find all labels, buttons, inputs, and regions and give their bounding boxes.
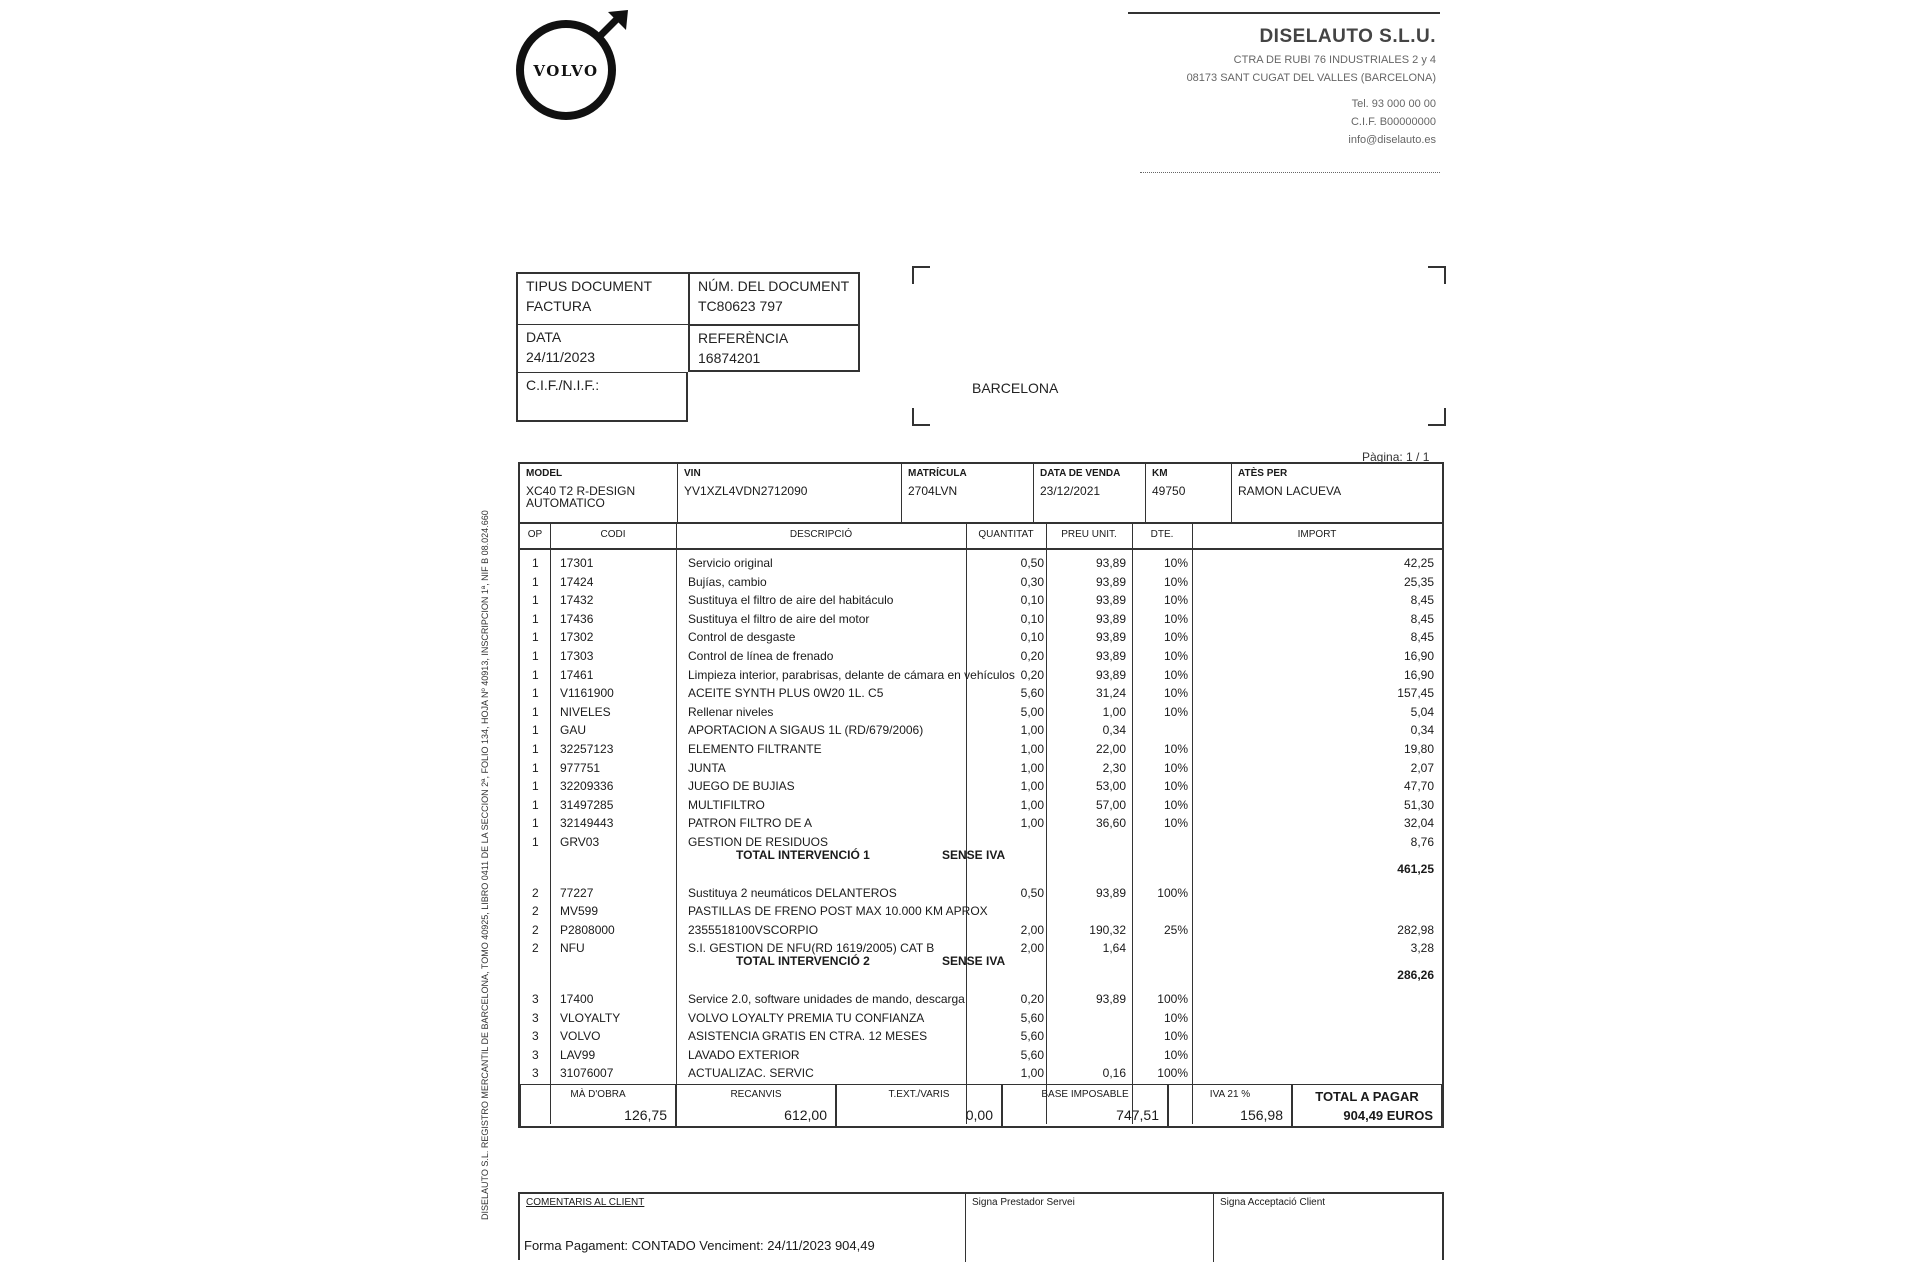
cell-desc: PASTILLAS DE FRENO POST MAX 10.000 KM APROX bbox=[688, 904, 988, 919]
labour-total bbox=[520, 1084, 676, 1128]
cell-qty: 1,00 bbox=[1020, 797, 1044, 812]
doc-date-label: DATA bbox=[526, 329, 562, 345]
cell-pu: 22,00 bbox=[1095, 742, 1126, 756]
grand-total-label: TOTAL A PAGAR bbox=[1315, 1089, 1419, 1104]
cell-desc: ACTUALIZAC. SERVIC bbox=[688, 1066, 814, 1081]
cell-dte: 25% bbox=[1163, 922, 1188, 937]
client-signature-box bbox=[1214, 1194, 1442, 1262]
cell-imp: 51,30 bbox=[1403, 797, 1434, 812]
cell-codi: 17301 bbox=[560, 556, 594, 570]
cell-desc: Service 2.0, software unidades de mando, descarga bbox=[688, 992, 965, 1006]
doc-type-label: TIPUS DOCUMENT bbox=[526, 278, 652, 294]
cell-dte: 10% bbox=[1163, 742, 1188, 756]
doc-cif-cell bbox=[516, 372, 688, 422]
cell-dte: 10% bbox=[1163, 1029, 1188, 1044]
company-address-1: CTRA DE RUBI 76 INDUSTRIALES 2 y 4 bbox=[1233, 54, 1436, 66]
cell-qty: 0,10 bbox=[1020, 611, 1044, 626]
table-row bbox=[520, 591, 1442, 609]
cell-dte: 10% bbox=[1163, 593, 1188, 608]
cell-op: 1 bbox=[532, 593, 539, 608]
cell-pu: 53,00 bbox=[1095, 779, 1126, 794]
table-row bbox=[520, 921, 1442, 939]
cell-dte: 100% bbox=[1157, 992, 1188, 1006]
cell-pu: 31,24 bbox=[1095, 686, 1126, 701]
table-row bbox=[520, 777, 1442, 795]
intervention-vat-note: SENSE IVA bbox=[942, 954, 1006, 968]
cell-qty: 1,00 bbox=[1020, 779, 1044, 794]
comments-box bbox=[520, 1194, 966, 1262]
cell-desc: GESTION DE RESIDUOS bbox=[688, 835, 829, 849]
doc-date-cell bbox=[516, 324, 688, 372]
cell-imp: 25,35 bbox=[1403, 574, 1434, 589]
cell-imp: 157,45 bbox=[1397, 686, 1434, 701]
cell-desc: Sustituya el filtro de aire del habitáculo bbox=[688, 593, 894, 608]
cell-imp: 8,45 bbox=[1410, 593, 1434, 608]
company-header bbox=[1128, 12, 1440, 182]
model-cell bbox=[520, 464, 678, 522]
invoice-table bbox=[518, 462, 1444, 1128]
cell-desc: VOLVO LOYALTY PREMIA TU CONFIANZA bbox=[688, 1010, 925, 1025]
cell-dte: 10% bbox=[1163, 686, 1188, 701]
table-row bbox=[520, 684, 1442, 702]
cell-desc: S.I. GESTION DE NFU(RD 1619/2005) CAT B bbox=[688, 941, 935, 956]
cell-desc: Control de línea de frenado bbox=[688, 649, 834, 663]
cell-pu: 0,34 bbox=[1102, 723, 1126, 738]
provider-signature-label: Signa Prestador Servei bbox=[972, 1197, 1075, 1208]
cell-op: 1 bbox=[532, 704, 539, 719]
cell-desc: Rellenar niveles bbox=[688, 704, 774, 719]
attended-by-label: ATÈS PER bbox=[1238, 468, 1288, 479]
cell-desc: Sustituya el filtro de aire del motor bbox=[688, 611, 870, 626]
cell-pu: 93,89 bbox=[1095, 667, 1126, 682]
cell-codi: V1161900 bbox=[560, 686, 614, 701]
corner-mark bbox=[912, 408, 930, 426]
client-signature-label: Signa Acceptació Client bbox=[1220, 1197, 1326, 1208]
doc-reference-value: 16874201 bbox=[698, 350, 761, 366]
cell-dte: 10% bbox=[1163, 1047, 1188, 1062]
intervention-total-value: 286,26 bbox=[1397, 968, 1434, 982]
doc-type-value: FACTURA bbox=[526, 298, 592, 314]
cell-codi: 32257123 bbox=[560, 742, 614, 756]
table-row bbox=[520, 573, 1442, 591]
cell-qty: 0,20 bbox=[1020, 667, 1044, 682]
extras-label: T.EXT./VARIS bbox=[888, 1089, 950, 1100]
table-row bbox=[520, 740, 1442, 758]
table-row bbox=[520, 902, 1442, 920]
cell-codi: 17461 bbox=[560, 667, 594, 682]
registry-side-text: DISELAUTO S.L. REGISTRO MERCANTIL DE BARCELONA, TOMO 40925, LIBRO 0411 DE LA SECCION 2ª, FOLIO 134, HOJA Nº 40913, INSCRIPCION 1ª, NIF B 08.024.660 bbox=[480, 510, 490, 1220]
cell-desc: MULTIFILTRO bbox=[688, 797, 765, 812]
cell-imp: 282,98 bbox=[1397, 922, 1434, 937]
doc-number-cell bbox=[688, 272, 860, 324]
cell-op: 3 bbox=[532, 1010, 539, 1025]
cell-codi: P2808000 bbox=[560, 922, 615, 937]
extras-value: 0,00 bbox=[965, 1107, 993, 1123]
cell-imp: 19,80 bbox=[1403, 742, 1434, 756]
cell-dte: 10% bbox=[1163, 816, 1188, 831]
cell-qty: 1,00 bbox=[1020, 742, 1044, 756]
cell-pu: 93,89 bbox=[1095, 574, 1126, 589]
company-phone: Tel. 93 000 00 00 bbox=[1351, 98, 1436, 110]
cell-op: 2 bbox=[532, 922, 539, 937]
cell-dte: 10% bbox=[1163, 649, 1188, 663]
cell-codi: 977751 bbox=[560, 760, 601, 775]
table-row bbox=[520, 796, 1442, 814]
intervention-total bbox=[520, 954, 1442, 982]
cell-qty: 5,60 bbox=[1020, 1010, 1044, 1025]
extras-total bbox=[836, 1084, 1002, 1128]
cell-dte: 100% bbox=[1157, 1066, 1188, 1081]
cell-op: 1 bbox=[532, 723, 539, 738]
cell-dte: 10% bbox=[1163, 704, 1188, 719]
cell-codi: GAU bbox=[560, 723, 587, 738]
cell-qty: 0,50 bbox=[1020, 885, 1044, 900]
labour-label: MÀ D'OBRA bbox=[570, 1089, 626, 1100]
cell-dte: 100% bbox=[1157, 885, 1188, 900]
cell-codi: NFU bbox=[560, 941, 585, 956]
cell-qty: 0,20 bbox=[1020, 649, 1044, 663]
cell-qty: 1,00 bbox=[1020, 1066, 1044, 1081]
cell-imp: 5,04 bbox=[1410, 704, 1434, 719]
col-import: IMPORT bbox=[1297, 529, 1337, 540]
cell-codi: 32149443 bbox=[560, 816, 614, 831]
km-cell bbox=[1146, 464, 1232, 522]
comments-label: COMENTARIS AL CLIENT bbox=[526, 1197, 645, 1208]
cell-imp: 32,04 bbox=[1403, 816, 1434, 831]
cell-dte: 10% bbox=[1163, 556, 1188, 570]
column-header-row bbox=[520, 524, 1442, 550]
cell-qty: 1,00 bbox=[1020, 816, 1044, 831]
cell-dte: 10% bbox=[1163, 1010, 1188, 1025]
col-preu: PREU UNIT. bbox=[1061, 529, 1117, 540]
attended-by-value: RAMON LACUEVA bbox=[1238, 484, 1342, 498]
cell-op: 2 bbox=[532, 885, 539, 900]
cell-imp: 8,45 bbox=[1410, 611, 1434, 626]
cell-qty: 5,00 bbox=[1020, 704, 1044, 719]
cell-codi: 31497285 bbox=[560, 797, 614, 812]
cell-desc: PATRON FILTRO DE A bbox=[688, 816, 813, 831]
cell-op: 1 bbox=[532, 760, 539, 775]
col-dte: DTE. bbox=[1150, 529, 1174, 540]
tax-base-total bbox=[1002, 1084, 1168, 1128]
cell-op: 3 bbox=[532, 992, 539, 1006]
cell-imp: 3,28 bbox=[1410, 941, 1434, 956]
company-address-2: 08173 SANT CUGAT DEL VALLES (BARCELONA) bbox=[1186, 72, 1436, 84]
header-dotted-rule bbox=[1140, 172, 1440, 173]
cell-qty: 1,00 bbox=[1020, 723, 1044, 738]
cell-desc: Servicio original bbox=[688, 556, 773, 570]
cell-pu: 0,16 bbox=[1102, 1066, 1126, 1081]
cell-qty: 5,60 bbox=[1020, 1047, 1044, 1062]
cell-dte: 10% bbox=[1163, 667, 1188, 682]
header-rule bbox=[1128, 12, 1440, 14]
labour-value: 126,75 bbox=[624, 1107, 667, 1123]
parts-label: RECANVIS bbox=[730, 1089, 782, 1100]
cell-pu: 93,89 bbox=[1095, 630, 1126, 645]
cell-dte: 10% bbox=[1163, 760, 1188, 775]
volvo-logo bbox=[512, 8, 632, 123]
cell-dte: 10% bbox=[1163, 797, 1188, 812]
vin-value: YV1XZL4VDN2712090 bbox=[684, 484, 808, 498]
cell-desc: Bujías, cambio bbox=[688, 574, 767, 589]
cell-codi: 31076007 bbox=[560, 1066, 614, 1081]
cell-codi: VLOYALTY bbox=[560, 1010, 621, 1025]
tax-base-value: 747,51 bbox=[1116, 1107, 1159, 1123]
col-codi: CODI bbox=[600, 529, 626, 540]
page-number: Pàgina: 1 / 1 bbox=[1362, 450, 1430, 464]
cell-desc: JUNTA bbox=[688, 760, 726, 775]
cell-op: 1 bbox=[532, 779, 539, 794]
cell-qty: 0,20 bbox=[1020, 992, 1044, 1006]
cell-dte: 10% bbox=[1163, 630, 1188, 645]
matricula-label: MATRÍCULA bbox=[908, 468, 967, 479]
col-quantitat: QUANTITAT bbox=[978, 529, 1034, 540]
cell-codi: MV599 bbox=[560, 904, 599, 919]
cell-op: 1 bbox=[532, 816, 539, 831]
cell-codi: 77227 bbox=[560, 885, 594, 900]
cell-imp: 0,34 bbox=[1410, 723, 1434, 738]
client-city: BARCELONA bbox=[972, 380, 1059, 396]
cell-op: 1 bbox=[532, 630, 539, 645]
corner-mark bbox=[1428, 408, 1446, 426]
sale-date-cell bbox=[1034, 464, 1146, 522]
cell-op: 1 bbox=[532, 611, 539, 626]
cell-pu: 1,00 bbox=[1102, 704, 1126, 719]
table-row bbox=[520, 1009, 1442, 1027]
logo-text: VOLVO bbox=[533, 62, 599, 80]
tax-base-label: BASE IMPOSABLE bbox=[1041, 1089, 1129, 1100]
cell-codi: 17302 bbox=[560, 630, 594, 645]
cell-dte: 10% bbox=[1163, 779, 1188, 794]
grand-total-value: 904,49 EUROS bbox=[1343, 1108, 1433, 1123]
vehicle-header bbox=[520, 464, 1442, 524]
company-email: info@diselauto.es bbox=[1348, 134, 1436, 146]
cell-pu: 57,00 bbox=[1095, 797, 1126, 812]
vat-value: 156,98 bbox=[1240, 1107, 1283, 1123]
vat-label: IVA 21 % bbox=[1209, 1089, 1251, 1100]
cell-qty: 0,50 bbox=[1020, 556, 1044, 570]
cell-pu: 93,89 bbox=[1095, 593, 1126, 608]
table-row bbox=[520, 814, 1442, 832]
cell-desc: APORTACION A SIGAUS 1L (RD/679/2006) bbox=[688, 723, 924, 738]
cell-op: 2 bbox=[532, 904, 539, 919]
payment-terms: Forma Pagament: CONTADO Venciment: 24/11/2023 904,49 bbox=[524, 1238, 875, 1253]
intervention-vat-note: SENSE IVA bbox=[942, 847, 1006, 862]
table-row bbox=[520, 1027, 1442, 1045]
sale-date-label: DATA DE VENDA bbox=[1040, 468, 1121, 479]
cell-imp: 8,45 bbox=[1410, 630, 1434, 645]
cell-op: 3 bbox=[532, 1029, 539, 1044]
cell-codi: NIVELES bbox=[560, 704, 611, 719]
cell-qty: 0,10 bbox=[1020, 630, 1044, 645]
km-value: 49750 bbox=[1152, 484, 1186, 498]
cell-op: 1 bbox=[532, 667, 539, 682]
corner-mark bbox=[1428, 266, 1446, 284]
cell-qty: 0,10 bbox=[1020, 593, 1044, 608]
cell-pu: 2,30 bbox=[1102, 760, 1126, 775]
cell-imp: 8,76 bbox=[1410, 835, 1434, 849]
grand-total bbox=[1292, 1084, 1442, 1128]
cell-desc: LAVADO EXTERIOR bbox=[688, 1047, 800, 1062]
parts-value: 612,00 bbox=[784, 1107, 827, 1123]
cell-op: 3 bbox=[532, 1066, 539, 1081]
intervention-total bbox=[520, 847, 1442, 876]
cell-imp: 16,90 bbox=[1403, 667, 1434, 682]
cell-imp: 2,07 bbox=[1410, 760, 1434, 775]
doc-number-value: TC80623 797 bbox=[698, 298, 783, 314]
cell-op: 2 bbox=[532, 941, 539, 956]
cell-desc: Control de desgaste bbox=[688, 630, 796, 645]
cell-op: 1 bbox=[532, 574, 539, 589]
cell-pu: 93,89 bbox=[1095, 885, 1126, 900]
cell-desc: ASISTENCIA GRATIS EN CTRA. 12 MESES bbox=[688, 1029, 928, 1044]
model-value: XC40 T2 R-DESIGN AUTOMATICO bbox=[526, 484, 636, 510]
cell-pu: 93,89 bbox=[1095, 992, 1126, 1006]
cell-codi: 32209336 bbox=[560, 779, 614, 794]
cell-codi: 17432 bbox=[560, 593, 594, 608]
cell-codi: GRV03 bbox=[560, 835, 600, 849]
cell-desc: Sustituya 2 neumáticos DELANTEROS bbox=[688, 885, 897, 900]
cell-dte: 10% bbox=[1163, 611, 1188, 626]
cell-desc: 2355518100VSCORPIO bbox=[688, 922, 819, 937]
cell-pu: 93,89 bbox=[1095, 556, 1126, 570]
vat-total bbox=[1168, 1084, 1292, 1128]
vin-cell bbox=[678, 464, 902, 522]
cell-qty: 5,60 bbox=[1020, 686, 1044, 701]
company-name: DISELAUTO S.L.U. bbox=[1259, 26, 1436, 47]
table-row bbox=[520, 990, 1442, 1008]
comments-signatures bbox=[518, 1192, 1444, 1260]
cell-codi: 17303 bbox=[560, 649, 594, 663]
vin-label: VIN bbox=[684, 468, 701, 479]
col-op: OP bbox=[527, 529, 543, 540]
cell-pu: 93,89 bbox=[1095, 649, 1126, 663]
cell-op: 1 bbox=[532, 742, 539, 756]
cell-desc: ACEITE SYNTH PLUS 0W20 1L. C5 bbox=[688, 686, 884, 701]
table-row bbox=[520, 759, 1442, 777]
cell-qty: 2,00 bbox=[1020, 922, 1044, 937]
table-row bbox=[520, 554, 1442, 572]
cell-codi: LAV99 bbox=[560, 1047, 596, 1062]
intervention-total-label: TOTAL INTERVENCIÓ 2 bbox=[736, 954, 870, 968]
provider-signature-box bbox=[966, 1194, 1214, 1262]
cell-op: 1 bbox=[532, 649, 539, 663]
table-row bbox=[520, 610, 1442, 628]
cell-qty: 1,00 bbox=[1020, 760, 1044, 775]
table-row bbox=[520, 647, 1442, 665]
km-label: KM bbox=[1152, 468, 1168, 479]
table-row bbox=[520, 666, 1442, 684]
company-cif: C.I.F. B00000000 bbox=[1350, 116, 1436, 128]
table-row bbox=[520, 628, 1442, 646]
cell-codi: VOLVO bbox=[560, 1029, 601, 1044]
model-label: MODEL bbox=[526, 468, 563, 479]
cell-op: 1 bbox=[532, 797, 539, 812]
doc-reference-label: REFERÈNCIA bbox=[698, 330, 789, 346]
intervention-total-value: 461,25 bbox=[1397, 861, 1434, 876]
matricula-value: 2704LVN bbox=[908, 484, 958, 498]
matricula-cell bbox=[902, 464, 1034, 522]
table-row bbox=[520, 884, 1442, 902]
cell-qty: 2,00 bbox=[1020, 941, 1044, 956]
cell-imp: 42,25 bbox=[1403, 556, 1434, 570]
table-row bbox=[520, 1046, 1442, 1064]
cell-desc: ELEMENTO FILTRANTE bbox=[688, 742, 822, 756]
corner-mark bbox=[912, 266, 930, 284]
col-descripcio: DESCRIPCIÓ bbox=[789, 529, 853, 540]
cell-pu: 1,64 bbox=[1102, 941, 1126, 956]
cell-op: 1 bbox=[532, 835, 539, 849]
cell-imp: 16,90 bbox=[1403, 649, 1434, 663]
cell-codi: 17400 bbox=[560, 992, 594, 1006]
cell-codi: 17424 bbox=[560, 574, 594, 589]
cell-dte: 10% bbox=[1163, 574, 1188, 589]
attended-by-cell bbox=[1232, 464, 1442, 522]
table-row bbox=[520, 1064, 1442, 1082]
cell-pu: 190,32 bbox=[1089, 922, 1126, 937]
parts-total bbox=[676, 1084, 836, 1128]
cell-pu: 93,89 bbox=[1095, 611, 1126, 626]
cell-imp: 47,70 bbox=[1403, 779, 1434, 794]
table-row bbox=[520, 721, 1442, 739]
cell-qty: 0,30 bbox=[1020, 574, 1044, 589]
cell-op: 1 bbox=[532, 556, 539, 570]
cell-pu: 36,60 bbox=[1095, 816, 1126, 831]
client-address-window bbox=[912, 266, 1446, 426]
intervention-total-label: TOTAL INTERVENCIÓ 1 bbox=[736, 847, 870, 862]
doc-cif-label: C.I.F./N.I.F.: bbox=[526, 377, 600, 393]
doc-type-cell bbox=[516, 272, 688, 324]
doc-number-label: NÚM. DEL DOCUMENT bbox=[698, 278, 850, 294]
cell-desc: Limpieza interior, parabrisas, delante de cámara en vehículos bbox=[688, 667, 1015, 682]
cell-desc: JUEGO DE BUJIAS bbox=[688, 779, 795, 794]
sale-date-value: 23/12/2021 bbox=[1040, 484, 1101, 498]
cell-op: 3 bbox=[532, 1047, 539, 1062]
cell-op: 1 bbox=[532, 686, 539, 701]
table-row bbox=[520, 703, 1442, 721]
doc-reference-cell bbox=[688, 324, 860, 372]
doc-date-value: 24/11/2023 bbox=[526, 349, 596, 365]
cell-codi: 17436 bbox=[560, 611, 594, 626]
cell-qty: 5,60 bbox=[1020, 1029, 1044, 1044]
